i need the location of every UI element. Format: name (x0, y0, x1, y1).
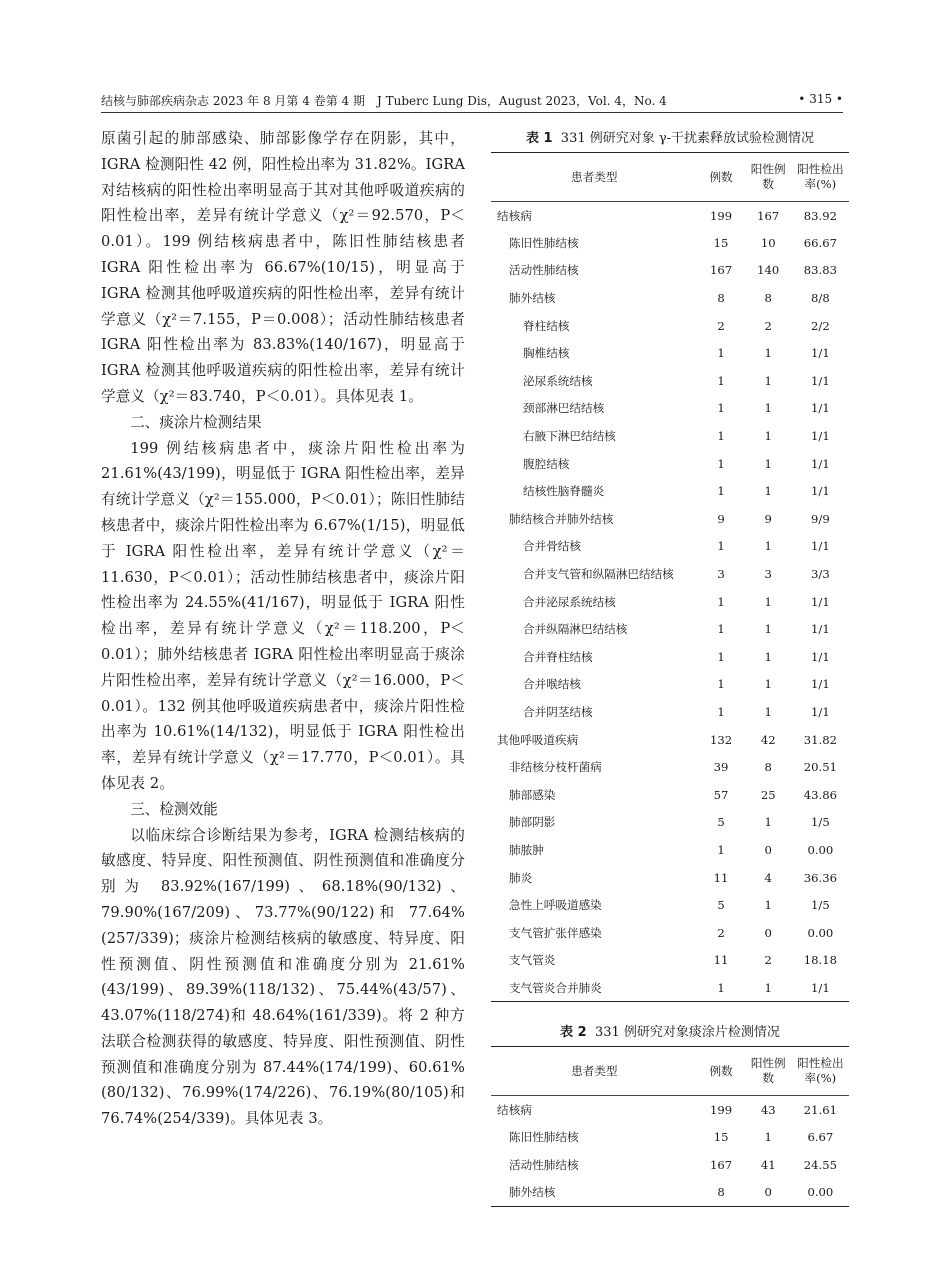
table2-caption (491, 1020, 849, 1046)
cell-rate: 1/1 (811, 594, 830, 609)
table-row (491, 588, 849, 616)
cell-type: 陈旧性肺结核 (509, 1130, 579, 1145)
table-row (491, 781, 849, 809)
table-row (491, 477, 849, 505)
cell-count: 5 (717, 815, 725, 830)
table-row (491, 1151, 849, 1179)
cell-count: 199 (710, 1102, 733, 1117)
table-row (491, 753, 849, 781)
cell-rate: 1/5 (811, 898, 830, 913)
cell-count: 1 (717, 373, 725, 388)
cell-count: 1 (717, 539, 725, 554)
cell-type: 支气管炎 (509, 953, 556, 968)
cell-positive: 8 (764, 760, 772, 775)
cell-rate: 9/9 (811, 511, 830, 526)
table-row (491, 284, 849, 312)
table1-header-type: 患者类型 (571, 169, 618, 184)
cell-type: 合并骨结核 (523, 539, 581, 554)
table1 (491, 152, 849, 1002)
table-row (491, 560, 849, 588)
cell-count: 199 (709, 208, 733, 223)
table-row (491, 615, 849, 643)
cell-type: 腹腔结核 (523, 456, 570, 471)
table-row (491, 202, 849, 230)
cell-positive: 1 (764, 456, 772, 471)
cell-count: 132 (709, 732, 733, 747)
cell-count: 2 (717, 318, 725, 333)
table-row (491, 257, 849, 285)
cell-type: 肺结核合并肺外结核 (509, 511, 614, 526)
table-row (491, 726, 849, 754)
table-row (491, 533, 849, 561)
cell-count: 15 (713, 1130, 729, 1145)
table1-label: 表 1 (525, 131, 553, 146)
cell-positive: 25 (760, 787, 776, 802)
cell-count: 1 (717, 484, 725, 499)
cell-positive: 1 (764, 429, 772, 444)
cell-type: 结核病 (497, 208, 532, 223)
cell-positive: 140 (757, 263, 780, 278)
cell-type: 合并脊柱结核 (523, 649, 593, 664)
cell-rate: 36.36 (803, 870, 837, 885)
table-row (491, 671, 849, 699)
cell-rate: 20.51 (803, 760, 837, 775)
cell-count: 1 (717, 704, 725, 719)
cell-type: 脊柱结核 (523, 318, 570, 333)
cell-count: 8 (717, 1185, 725, 1200)
cell-type: 泌尿系统结核 (523, 373, 593, 388)
cell-count: 39 (713, 760, 729, 775)
table-row (491, 505, 849, 533)
cell-positive: 2 (764, 318, 772, 333)
cell-rate: 1/1 (811, 401, 830, 416)
cell-count: 1 (717, 649, 725, 664)
table-row (491, 229, 849, 257)
table-row (491, 1179, 849, 1207)
cell-type: 其他呼吸道疾病 (497, 732, 579, 747)
paragraph-igra-results: 原菌引起的肺部感染、肺部影像学存在阴影，其中，IGRA 检测阳性 42 例，阳性检出率为 31.82%。IGRA 对结核病的阳性检出率明显高于其对其他呼吸道疾病的阳性检出率，差异有统计学意义（χ²＝92.570，P＜0.01）。199 例结核病患者中，陈旧性肺结核患者 IGRA 阳性检出率为 66.67%(10/15)，明显高于 IGRA 检测其他呼吸道疾病的阳性检出率，差异有统计学意义（χ²＝7.155，P＝0.008）；活动性肺结核患者 IGRA 阳性检出率为 83.83%(140/167)，明显高于 IGRA 检测其他呼吸道疾病的阳性检出率，差异有统计学意义（χ²＝83.740，P＜0.01）。具体见表 1。 (101, 130, 465, 405)
tables-column (491, 126, 849, 1207)
cell-positive: 167 (757, 208, 780, 223)
cell-count: 2 (717, 925, 725, 940)
cell-type: 合并支气管和纵隔淋巴结结核 (523, 567, 674, 582)
journal-citation: 结核与肺部疾病杂志 2023 年 8 月第 4 卷第 4 期 J Tuberc Lung Dis，August 2023，Vol. 4，No. 4 (101, 94, 667, 108)
table-row (491, 339, 849, 367)
cell-count: 167 (710, 1157, 733, 1172)
page-number: • 315 • (798, 92, 843, 106)
table2-header-positive: 阳性例数 (750, 1056, 786, 1086)
cell-positive: 1 (764, 401, 772, 416)
cell-positive: 1 (764, 677, 772, 692)
cell-count: 15 (713, 235, 729, 250)
cell-count: 1 (717, 346, 725, 361)
cell-type: 肺脓肿 (509, 842, 544, 857)
table-row (491, 312, 849, 340)
body-text-column (101, 126, 465, 1132)
table2-header-rate: 阳性检出率(%) (797, 1056, 844, 1086)
section-heading-efficiency: 三、检测效能 (130, 800, 218, 818)
table-row (491, 367, 849, 395)
table-row (491, 395, 849, 423)
table-row (491, 836, 849, 864)
cell-count: 1 (717, 429, 725, 444)
cell-positive: 9 (764, 511, 772, 526)
table1-header-rate: 阳性检出率(%) (797, 162, 844, 191)
cell-rate: 1/1 (811, 429, 830, 444)
cell-positive: 4 (764, 870, 772, 885)
paragraph-smear-results: 199 例结核病患者中，痰涂片阳性检出率为 21.61%(43/199)，明显低于 IGRA 阳性检出率，差异有统计学意义（χ²＝155.000，P＜0.01）；陈旧性肺结核患者中，痰涂片阳性检出率为 6.67%(1/15)，明显低于 IGRA 阳性检出率，差异有统计学意义（χ²＝11.630，P＜0.01）；活动性肺结核患者中，痰涂片阳性检出率为 24.55%(41/167)，明显低于 IGRA 阳性检出率，差异有统计学意义（χ²＝118.200，P＜0.01）；肺外结核患者 IGRA 阳性检出率明显高于痰涂片阳性检出率，差异有统计学意义（χ²＝16.000，P＜0.01）。132 例其他呼吸道疾病患者中，痰涂片阳性检出率为 10.61%(14/132)，明显低于 IGRA 阳性检出率，差异有统计学意义（χ²＝17.770，P＜0.01）。具体见表 2。 (101, 439, 465, 792)
cell-count: 1 (717, 594, 725, 609)
cell-type: 肺外结核 (509, 1185, 556, 1200)
cell-positive: 1 (764, 980, 772, 995)
cell-rate: 6.67 (807, 1130, 834, 1145)
cell-type: 颈部淋巴结结核 (523, 401, 605, 416)
table-row (491, 698, 849, 726)
cell-count: 1 (717, 677, 725, 692)
table-row (491, 809, 849, 837)
cell-rate: 3/3 (811, 567, 830, 582)
cell-type: 陈旧性肺结核 (509, 235, 579, 250)
cell-count: 1 (717, 980, 725, 995)
cell-type: 支气管炎合并肺炎 (509, 980, 602, 995)
cell-type: 结核病 (497, 1102, 532, 1117)
cell-count: 11 (713, 953, 729, 968)
cell-rate: 66.67 (803, 235, 837, 250)
cell-type: 右腋下淋巴结结核 (523, 429, 616, 444)
table1-title: 331 例研究对象 γ-干扰素释放试验检测情况 (560, 131, 815, 146)
cell-positive: 1 (764, 898, 772, 913)
cell-rate: 0.00 (807, 925, 834, 940)
cell-rate: 2/2 (811, 318, 830, 333)
cell-type: 肺部阴影 (509, 815, 556, 830)
cell-positive: 43 (760, 1102, 776, 1117)
cell-type: 支气管扩张伴感染 (509, 925, 602, 940)
cell-type: 活动性肺结核 (509, 1157, 579, 1172)
cell-rate: 1/1 (811, 539, 830, 554)
cell-positive: 1 (764, 815, 772, 830)
cell-rate: 1/1 (811, 373, 830, 388)
table2-label: 表 2 (560, 1025, 587, 1041)
table1-header-positive: 阳性例数 (750, 162, 786, 191)
cell-positive: 8 (764, 291, 772, 306)
cell-type: 肺外结核 (509, 291, 556, 306)
table1-caption (491, 126, 849, 152)
cell-type: 合并纵隔淋巴结结核 (523, 622, 628, 637)
cell-positive: 1 (764, 539, 772, 554)
cell-positive: 42 (760, 732, 776, 747)
cell-count: 1 (717, 456, 725, 471)
cell-rate: 21.61 (803, 1102, 837, 1117)
cell-count: 1 (717, 401, 725, 416)
cell-positive: 10 (760, 235, 776, 250)
table-row (491, 450, 849, 478)
cell-positive: 2 (764, 953, 772, 968)
cell-rate: 1/1 (811, 484, 830, 499)
section-heading-smear: 二、痰涂片检测结果 (130, 413, 262, 431)
cell-count: 5 (717, 898, 725, 913)
cell-rate: 1/1 (811, 622, 830, 637)
cell-rate: 83.92 (803, 208, 837, 223)
table-row (491, 947, 849, 975)
cell-positive: 1 (764, 484, 772, 499)
cell-rate: 1/1 (811, 456, 830, 471)
cell-count: 167 (709, 263, 733, 278)
cell-positive: 3 (764, 567, 772, 582)
cell-count: 8 (717, 291, 725, 306)
cell-positive: 1 (764, 346, 772, 361)
cell-type: 肺部感染 (509, 787, 556, 802)
cell-count: 11 (713, 870, 729, 885)
cell-rate: 1/1 (811, 980, 830, 995)
cell-rate: 8/8 (811, 291, 830, 306)
table-row (491, 974, 849, 1002)
table-row (491, 864, 849, 892)
cell-positive: 1 (764, 622, 772, 637)
cell-rate: 43.86 (803, 787, 837, 802)
table-row (491, 1123, 849, 1151)
cell-type: 非结核分枝杆菌病 (509, 760, 602, 775)
cell-rate: 0.00 (807, 842, 834, 857)
cell-positive: 1 (764, 594, 772, 609)
cell-positive: 0 (764, 1185, 772, 1200)
cell-positive: 1 (764, 373, 772, 388)
cell-type: 合并喉结核 (523, 677, 581, 692)
cell-rate: 24.55 (803, 1157, 837, 1172)
cell-type: 活动性肺结核 (509, 263, 579, 278)
cell-type: 急性上呼吸道感染 (509, 898, 602, 913)
table-row (491, 1096, 849, 1124)
table2-header-type: 患者类型 (571, 1063, 618, 1078)
cell-rate: 1/1 (811, 346, 830, 361)
table1-header-count: 例数 (709, 169, 733, 184)
cell-count: 1 (717, 842, 725, 857)
cell-count: 9 (717, 511, 725, 526)
running-header (101, 90, 843, 113)
table2 (491, 1046, 849, 1206)
table2-title: 331 例研究对象痰涂片检测情况 (594, 1025, 780, 1041)
cell-positive: 1 (764, 1130, 772, 1145)
cell-positive: 41 (760, 1157, 776, 1172)
cell-count: 1 (717, 622, 725, 637)
cell-positive: 0 (764, 842, 772, 857)
cell-type: 胸椎结核 (523, 346, 570, 361)
cell-rate: 83.83 (803, 263, 837, 278)
table-row (491, 891, 849, 919)
cell-type: 合并阴茎结核 (523, 704, 593, 719)
cell-count: 3 (717, 567, 725, 582)
cell-rate: 0.00 (807, 1185, 834, 1200)
cell-rate: 31.82 (803, 732, 837, 747)
cell-count: 57 (713, 787, 729, 802)
cell-rate: 1/5 (811, 815, 830, 830)
table-row (491, 919, 849, 947)
cell-rate: 1/1 (811, 677, 830, 692)
table-row (491, 422, 849, 450)
cell-type: 肺炎 (509, 870, 533, 885)
cell-positive: 1 (764, 704, 772, 719)
cell-rate: 1/1 (811, 704, 830, 719)
cell-rate: 18.18 (803, 953, 837, 968)
cell-positive: 0 (764, 925, 772, 940)
cell-rate: 1/1 (811, 649, 830, 664)
table2-header-count: 例数 (709, 1063, 733, 1078)
table-row (491, 643, 849, 671)
cell-type: 合并泌尿系统结核 (523, 594, 616, 609)
cell-type: 结核性脑脊髓炎 (523, 484, 605, 499)
cell-positive: 1 (764, 649, 772, 664)
paragraph-efficiency: 以临床综合诊断结果为参考，IGRA 检测结核病的敏感度、特异度、阳性预测值、阴性预测值和准确度分别为 83.92%(167/199)、68.18%(90/132)、79.90%(167/209)、73.77%(90/122)和 77.64%(257/339)；痰涂片检测结核病的敏感度、特异度、阳性预测值、阴性预测值和准确度分别为 21.61%(43/199)、89.39%(118/132)、75.44%(43/57)、43.07%(118/274)和 48.64%(161/339)。将 2 种方法联合检测获得的敏感度、特异度、阳性预测值、阴性预测值和准确度分别为 87.44%(174/199)、60.61%(80/132)、76.99%(174/226)、76.19%(80/105)和 76.74%(254/339)。具体见表 3。 (101, 826, 465, 1128)
